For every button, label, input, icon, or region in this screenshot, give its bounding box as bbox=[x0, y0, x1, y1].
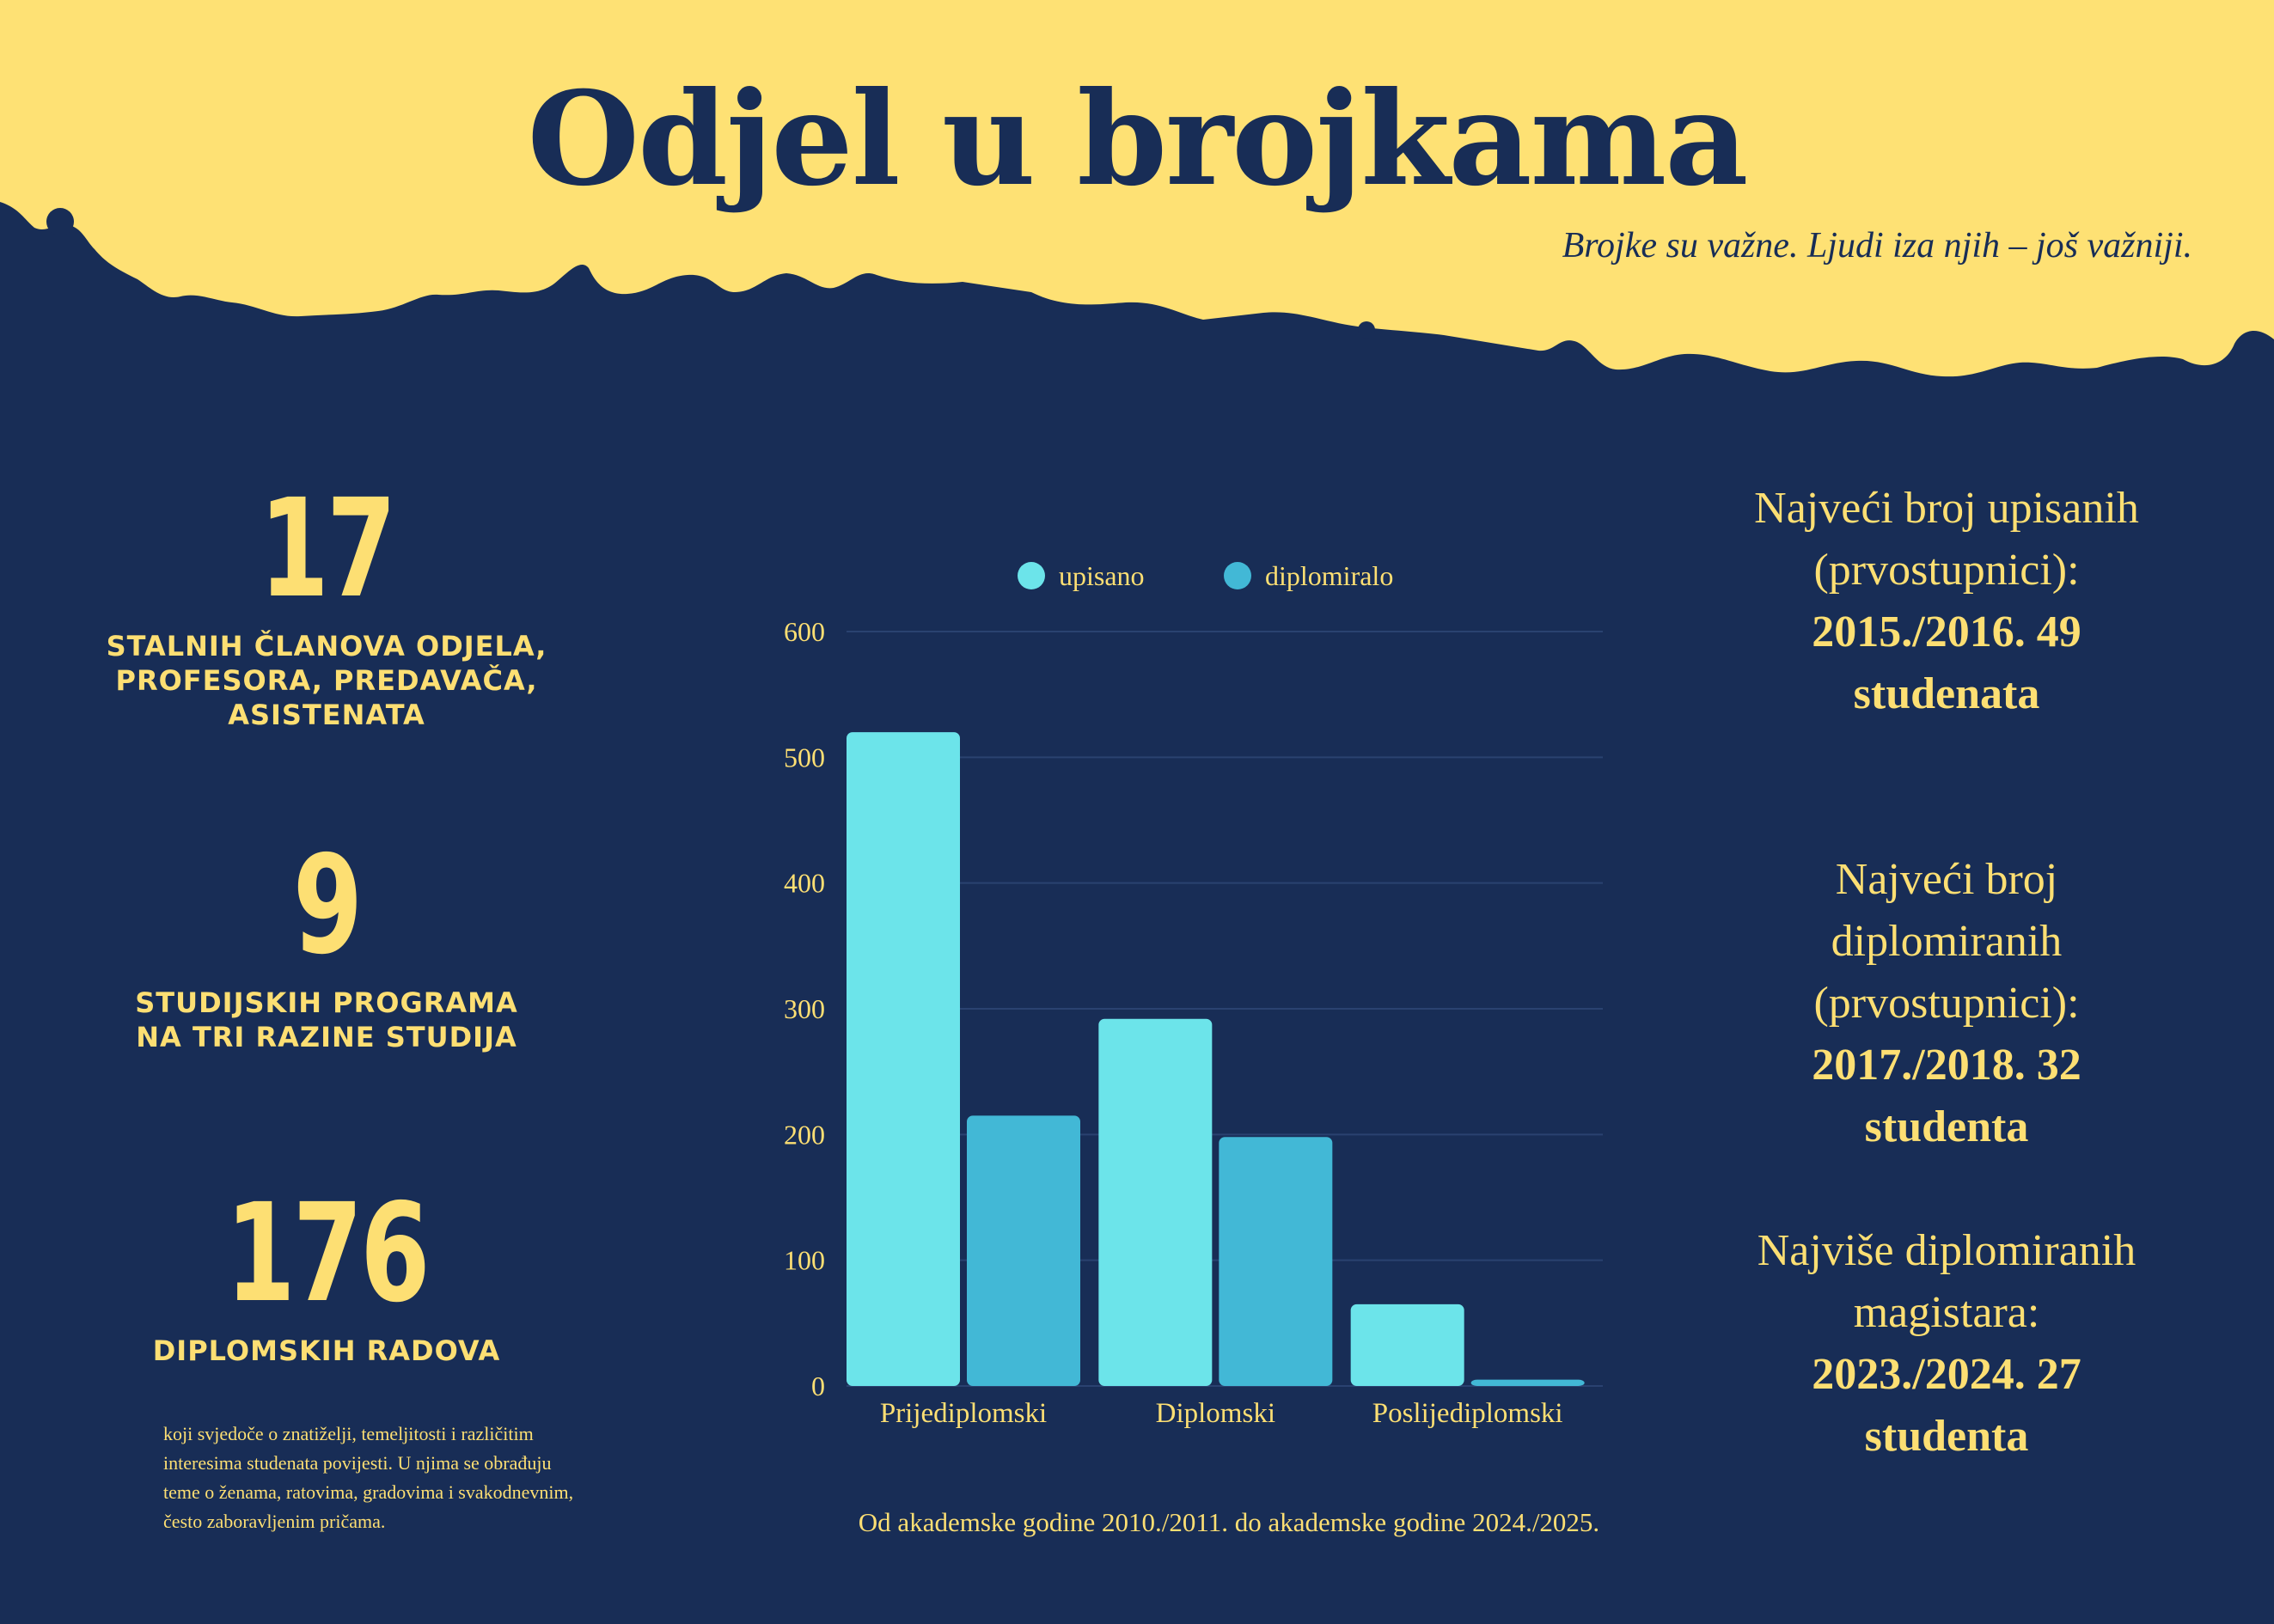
bar-upisano-diplomski bbox=[1098, 1019, 1212, 1386]
stat-programs bbox=[95, 827, 559, 1054]
record-value: 2023./2024. 27 studenta bbox=[1812, 1350, 2081, 1461]
record-value: 2017./2018. 32 studenta bbox=[1812, 1041, 2081, 1151]
y-tick-label: 300 bbox=[784, 993, 825, 1024]
bar-chart bbox=[722, 533, 1736, 1444]
x-tick-label: Poslijediplomski bbox=[1372, 1398, 1563, 1429]
stat-theses bbox=[95, 1175, 559, 1368]
bar-diplomiralo-prijediplomski bbox=[967, 1115, 1080, 1386]
stat-theses-number: 176 bbox=[225, 1175, 428, 1333]
legend-label-diplomiralo: diplomiralo bbox=[1265, 560, 1394, 591]
stat-staff-label: STALNIH ČLANOVA ODJELA, PROFESORA, PREDAVAČA, ASISTENATA bbox=[106, 630, 547, 731]
record-value: 2015./2016. 49 studenata bbox=[1812, 607, 2081, 718]
record-graduated-bachelor bbox=[1745, 849, 2149, 1158]
x-tick-label: Prijediplomski bbox=[879, 1398, 1048, 1429]
y-tick-label: 400 bbox=[784, 867, 825, 899]
legend-swatch-diplomiralo bbox=[1224, 562, 1251, 589]
stat-programs-number: 9 bbox=[292, 827, 361, 985]
record-graduated-master bbox=[1745, 1220, 2149, 1468]
y-tick-label: 100 bbox=[784, 1244, 825, 1276]
legend-label-upisano: upisano bbox=[1059, 560, 1145, 591]
stat-staff-number: 17 bbox=[259, 470, 394, 628]
y-tick-label: 0 bbox=[811, 1371, 825, 1401]
stat-theses-label: DIPLOMSKIH RADOVA bbox=[152, 1334, 501, 1367]
bar-upisano-poslijediplomski bbox=[1351, 1304, 1464, 1386]
x-axis bbox=[880, 1398, 1563, 1429]
chart-period-note: Od akademske godine 2010./2011. do akademske godine 2024./2025. bbox=[858, 1507, 1600, 1537]
stat-staff bbox=[95, 470, 559, 732]
y-tick-label: 200 bbox=[784, 1119, 825, 1151]
x-tick-label: Diplomski bbox=[1155, 1398, 1276, 1429]
page-subtitle: Brojke su važne. Ljudi iza njih – još važniji. bbox=[1562, 226, 2192, 266]
bar-diplomiralo-poslijediplomski bbox=[1471, 1380, 1585, 1386]
stat-programs-label: STUDIJSKIH PROGRAMA NA TRI RAZINE STUDIJA bbox=[135, 986, 518, 1053]
bars bbox=[847, 732, 1585, 1386]
y-axis bbox=[784, 616, 825, 1401]
y-tick-label: 500 bbox=[784, 742, 825, 773]
bar-upisano-prijediplomski bbox=[847, 732, 960, 1386]
record-enrolled-bachelor bbox=[1745, 478, 2149, 725]
record-label: Najviše diplomiranih magistara: bbox=[1757, 1226, 2136, 1337]
page-title: Odjel u brojkama bbox=[527, 64, 1747, 215]
y-tick-label: 600 bbox=[784, 616, 825, 647]
theses-description: koji svjedoče o znatiželji, temeljitosti i različitim interesima studenata povijesti. U njima se obrađuju teme o ženama, ratovima, gradovima i svakodnevnim, često zaboravljenim pričama. bbox=[163, 1423, 574, 1532]
legend-swatch-upisano bbox=[1018, 562, 1045, 589]
record-label: Najveći broj upisanih (prvostupnici): bbox=[1754, 484, 2139, 595]
record-label: Najveći broj diplomiranih (prvostupnici): bbox=[1813, 855, 2080, 1028]
bar-diplomiralo-diplomski bbox=[1219, 1137, 1332, 1386]
chart-legend bbox=[1018, 560, 1393, 591]
